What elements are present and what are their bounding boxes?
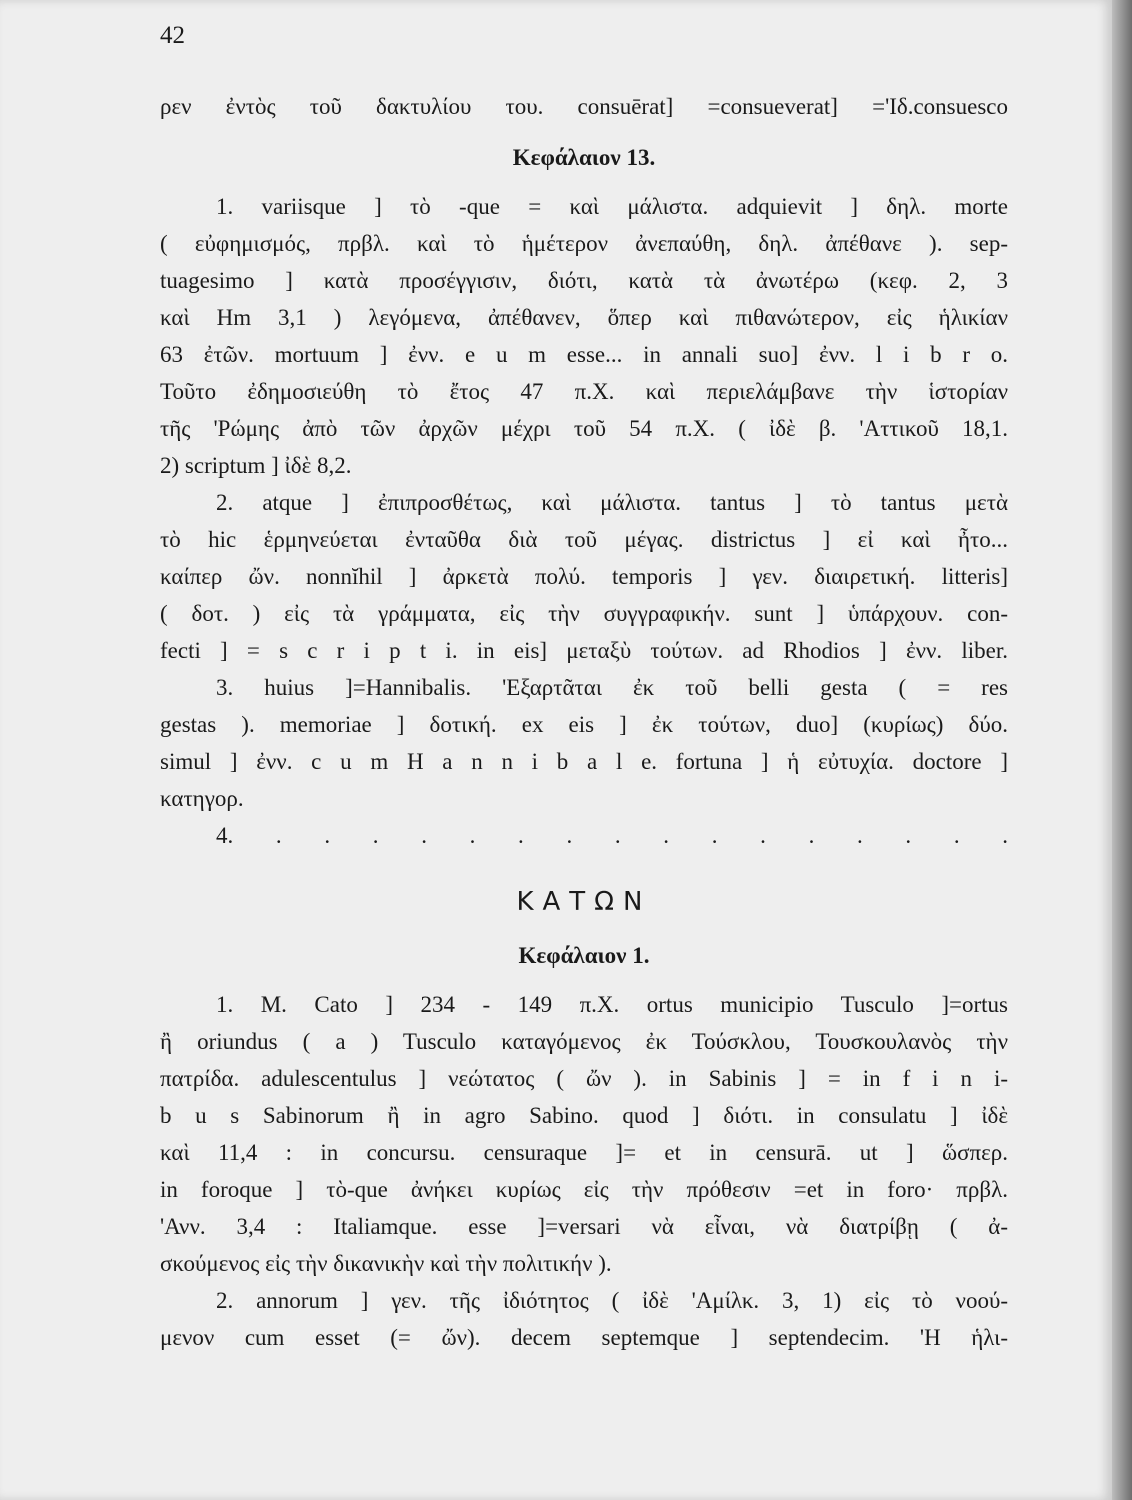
cato-chapter-1-body (160, 986, 1008, 1356)
chapter-heading-13: Κεφάλαιον 13. (512, 145, 656, 170)
page-content (160, 88, 1008, 1356)
text-line: καὶ Hm 3,1 ) λεγόμενα, ἀπέθανεν, ὅπερ καὶ πιθανώτερον, εἰς ἡλικίαν (160, 305, 1008, 330)
text-line: τῆς 'Ρώμης ἀπὸ τῶν ἀρχῶν μέχρι τοῦ 54 π.Χ. ( ἰδὲ β. 'Αττικοῦ 18,1. (160, 416, 1008, 441)
text-line: ρεν ἐντὸς τοῦ δακτυλίου του. consuērat] =consueverat] ='Ιδ.consuesco (160, 94, 1008, 119)
page-edge-shadow (1112, 0, 1132, 1500)
text-line: b u s Sabinorum ἢ in agro Sabino. quod ] διότι. in consulatu ] ἰδὲ (160, 1103, 1008, 1128)
text-line: 'Ανν. 3,4 : Italiamque. esse ]=versari νὰ εἶναι, νὰ διατρίβῃ ( ἀ- (160, 1214, 1008, 1239)
text-line: 63 ἐτῶν. mortuum ] ἐνν. e u m esse... in annali suo] ἐνν. l i b r o. (160, 342, 1008, 367)
text-line: πατρίδα. adulescentulus ] νεώτατος ( ὤν ). in Sabinis ] = in f i n i- (160, 1066, 1008, 1091)
text-line: σκούμενος εἰς τὴν δικανικὴν καὶ τὴν πολιτικήν ). (160, 1251, 612, 1276)
text-line: 2. atque ] ἐπιπροσθέτως, καὶ μάλιστα. tantus ] τὸ tantus μετὰ (216, 490, 1008, 515)
page-number: 42 (160, 22, 185, 49)
section-title-caton: ΚΑΤΩΝ (516, 887, 652, 917)
text-line: simul ] ἐνν. c u m H a n n i b a l e. fortuna ] ἡ εὐτυχία. doctore ] (160, 749, 1008, 774)
text-line: ἢ oriundus ( a ) Tusculo καταγόμενος ἐκ Τούσκλου, Τουσκουλανὸς τὴν (160, 1029, 1008, 1054)
text-line: 2. annorum ] γεν. τῆς ἰδιότητος ( ἰδὲ 'Αμίλκ. 3, 1) εἰς τὸ νοού- (216, 1288, 1008, 1313)
chapter-heading-1: Κεφάλαιον 1. (518, 943, 650, 968)
text-line: fecti ] = s c r i p t i. in eis] μεταξὺ τούτων. ad Rhodios ] ἐνν. liber. (160, 638, 1008, 663)
text-line: μενον cum esset (= ὤν). decem septemque ] septendecim. 'Η ἡλι- (160, 1325, 1008, 1350)
text-line: 3. huius ]=Hannibalis. 'Εξαρτᾶται ἐκ τοῦ belli gesta ( = res (216, 675, 1008, 700)
text-line: 1. variisque ] τὸ -que = καὶ μάλιστα. adquievit ] δηλ. morte (216, 194, 1008, 219)
chapter-13-body (160, 188, 1008, 854)
ellipsis-line: 4. . . . . . . . . . . . . . . . . (216, 823, 1008, 848)
text-line: in foroque ] τὸ-que ἀνήκει κυρίως εἰς τὴν πρόθεσιν =et in foro· πρβλ. (160, 1177, 1008, 1202)
text-line: 2) scriptum ] ἰδὲ 8,2. (160, 453, 352, 478)
text-line: Τοῦτο ἐδημοσιεύθη τὸ ἔτος 47 π.Χ. καὶ περιελάμβανε τὴν ἱστορίαν (160, 379, 1008, 404)
text-line: τὸ hic ἑρμηνεύεται ἐνταῦθα διὰ τοῦ μέγας. districtus ] εἰ καὶ ἦτο... (160, 527, 1008, 552)
text-line: καὶ 11,4 : in concursu. censuraque ]= et in censurā. ut ] ὥσπερ. (160, 1140, 1008, 1165)
text-line: καίπερ ὤν. nonnĭhil ] ἀρκετὰ πολύ. temporis ] γεν. διαιρετική. litteris] (160, 564, 1008, 589)
text-line: tuagesimo ] κατὰ προσέγγισιν, διότι, κατὰ τὰ ἀνωτέρω (κεφ. 2, 3 (160, 268, 1008, 293)
text-line: gestas ). memoriae ] δοτική. ex eis ] ἐκ τούτων, duo] (κυρίως) δύο. (160, 712, 1008, 737)
text-line: 1. M. Cato ] 234 - 149 π.Χ. ortus municipio Tusculo ]=ortus (216, 992, 1008, 1017)
text-line: ( εὐφημισμός, πρβλ. καὶ τὸ ἡμέτερον ἀνεπαύθη, δηλ. ἀπέθανε ). sep- (160, 231, 1008, 256)
text-line: κατηγορ. (160, 786, 244, 811)
text-line: ( δοτ. ) εἰς τὰ γράμματα, εἰς τὴν συγγραφικήν. sunt ] ὑπάρχουν. con- (160, 601, 1008, 626)
